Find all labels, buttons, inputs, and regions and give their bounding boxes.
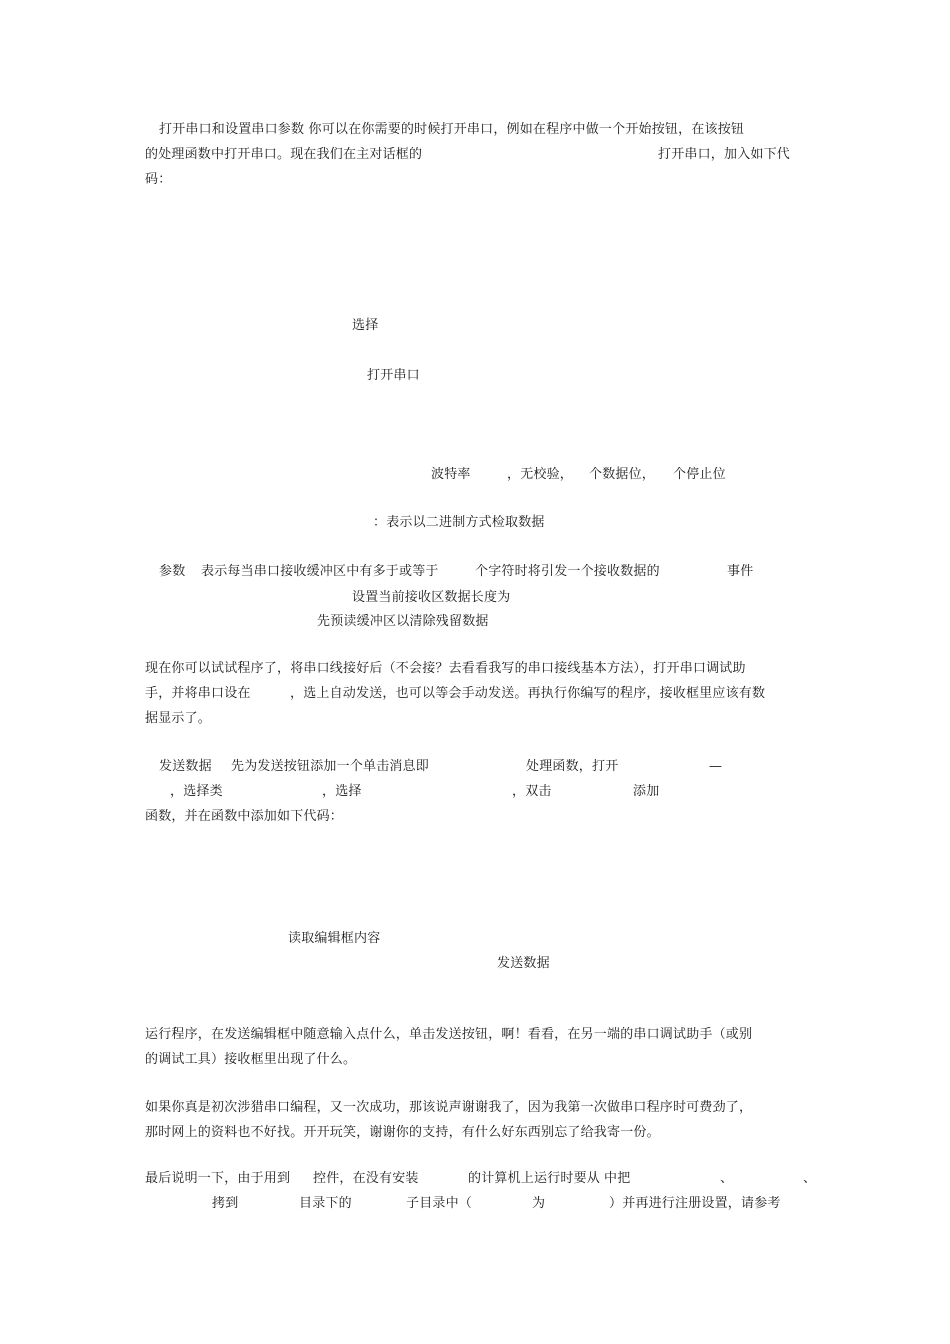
- code1-threshold-comment: 表示每当串口接收缓冲区中有多于或等于: [201, 564, 439, 579]
- code1-binary-comment: ：表示以二进制方式检取数据: [373, 515, 545, 530]
- para3-send-data-heading: 发送数据: [159, 759, 212, 774]
- para3-select: ，选择: [322, 784, 362, 799]
- para2-line2-start: 手，并将串口设在: [145, 686, 251, 701]
- code1-baud-comment: 波特率: [431, 467, 471, 482]
- para6-dir-of: 目录下的: [299, 1196, 352, 1211]
- para2-line3: 据显示了。: [145, 711, 212, 726]
- code1-open-port-comment: 打开串口: [367, 368, 420, 383]
- code1-parity-comment: ，无校验，: [507, 467, 574, 482]
- para6-copy-to: 拷到: [212, 1196, 239, 1211]
- para1-line1: 打开串口和设置串口参数 你可以在你需要的时候打开串口，例如在程序中做一个开始按钮，在该按钮: [159, 122, 745, 137]
- para6-as: 为: [532, 1196, 546, 1211]
- para3-first: 先为发送按钮添加一个单击消息即: [231, 759, 430, 774]
- para3-handler: 处理函数，打开: [526, 759, 619, 774]
- para1-line2-end: 打开串口，加入如下代: [658, 147, 791, 162]
- para2-line1: 现在你可以试试程序了，将串口线接好后（不会接？去看看我写的串口接线基本方法），打开串口调试助: [145, 661, 746, 676]
- para6-end: ）并再进行注册设置，请参考: [609, 1196, 781, 1211]
- code1-trigger-comment: 个字符时将引发一个接收数据的: [475, 564, 660, 579]
- code2-send-comment: 发送数据: [497, 956, 550, 971]
- code1-setlength-comment: 设置当前接收区数据长度为: [352, 590, 511, 605]
- para6-sep2: 、: [803, 1171, 817, 1186]
- para3-line3: 函数，并在函数中添加如下代码：: [145, 809, 344, 824]
- para3-add: 添加: [633, 784, 660, 799]
- code1-event-comment: 事件: [727, 564, 754, 579]
- para6-sep1: 、: [720, 1171, 734, 1186]
- code1-preread-comment: 先预读缓冲区以清除残留数据: [317, 614, 489, 629]
- code2-read-edit-comment: 读取编辑框内容: [288, 931, 381, 946]
- code1-param-label: 参数: [159, 564, 186, 579]
- para3-dash: —: [709, 759, 723, 774]
- para6-subdir: 子目录中（: [406, 1196, 473, 1211]
- para2-line2-end: ，选上自动发送，也可以等会手动发送。再执行你编写的程序，接收框里应该有数: [290, 686, 766, 701]
- para1-line3: 码：: [145, 172, 172, 187]
- code1-databits-comment: 个数据位，: [589, 467, 656, 482]
- para5-line2: 那时网上的资料也不好找。开开玩笑，谢谢你的支持，有什么好东西别忘了给我寄一份。: [145, 1125, 660, 1140]
- para3-dblclick: ，双击: [512, 784, 552, 799]
- para6-a: 最后说明一下，由于用到: [145, 1171, 291, 1186]
- para5-line1: 如果你真是初次涉猎串口编程，又一次成功，那该说声谢谢我了，因为我第一次做串口程序时可费劲了，: [145, 1100, 753, 1115]
- para6-b: 控件，在没有安装: [313, 1171, 419, 1186]
- code1-select-comment: 选择: [352, 318, 379, 333]
- para1-line2-start: 的处理函数中打开串口。现在我们在主对话框的: [145, 147, 423, 162]
- para6-d: 中把: [604, 1171, 631, 1186]
- para6-c: 的计算机上运行时要从: [468, 1171, 601, 1186]
- para3-select-class: ，选择类: [170, 784, 223, 799]
- para4-line1: 运行程序，在发送编辑框中随意输入点什么，单击发送按钮，啊！看看，在另一端的串口调试助手（或别: [145, 1027, 753, 1042]
- code1-stopbits-comment: 个停止位: [673, 467, 726, 482]
- para4-line2: 的调试工具）接收框里出现了什么。: [145, 1052, 357, 1067]
